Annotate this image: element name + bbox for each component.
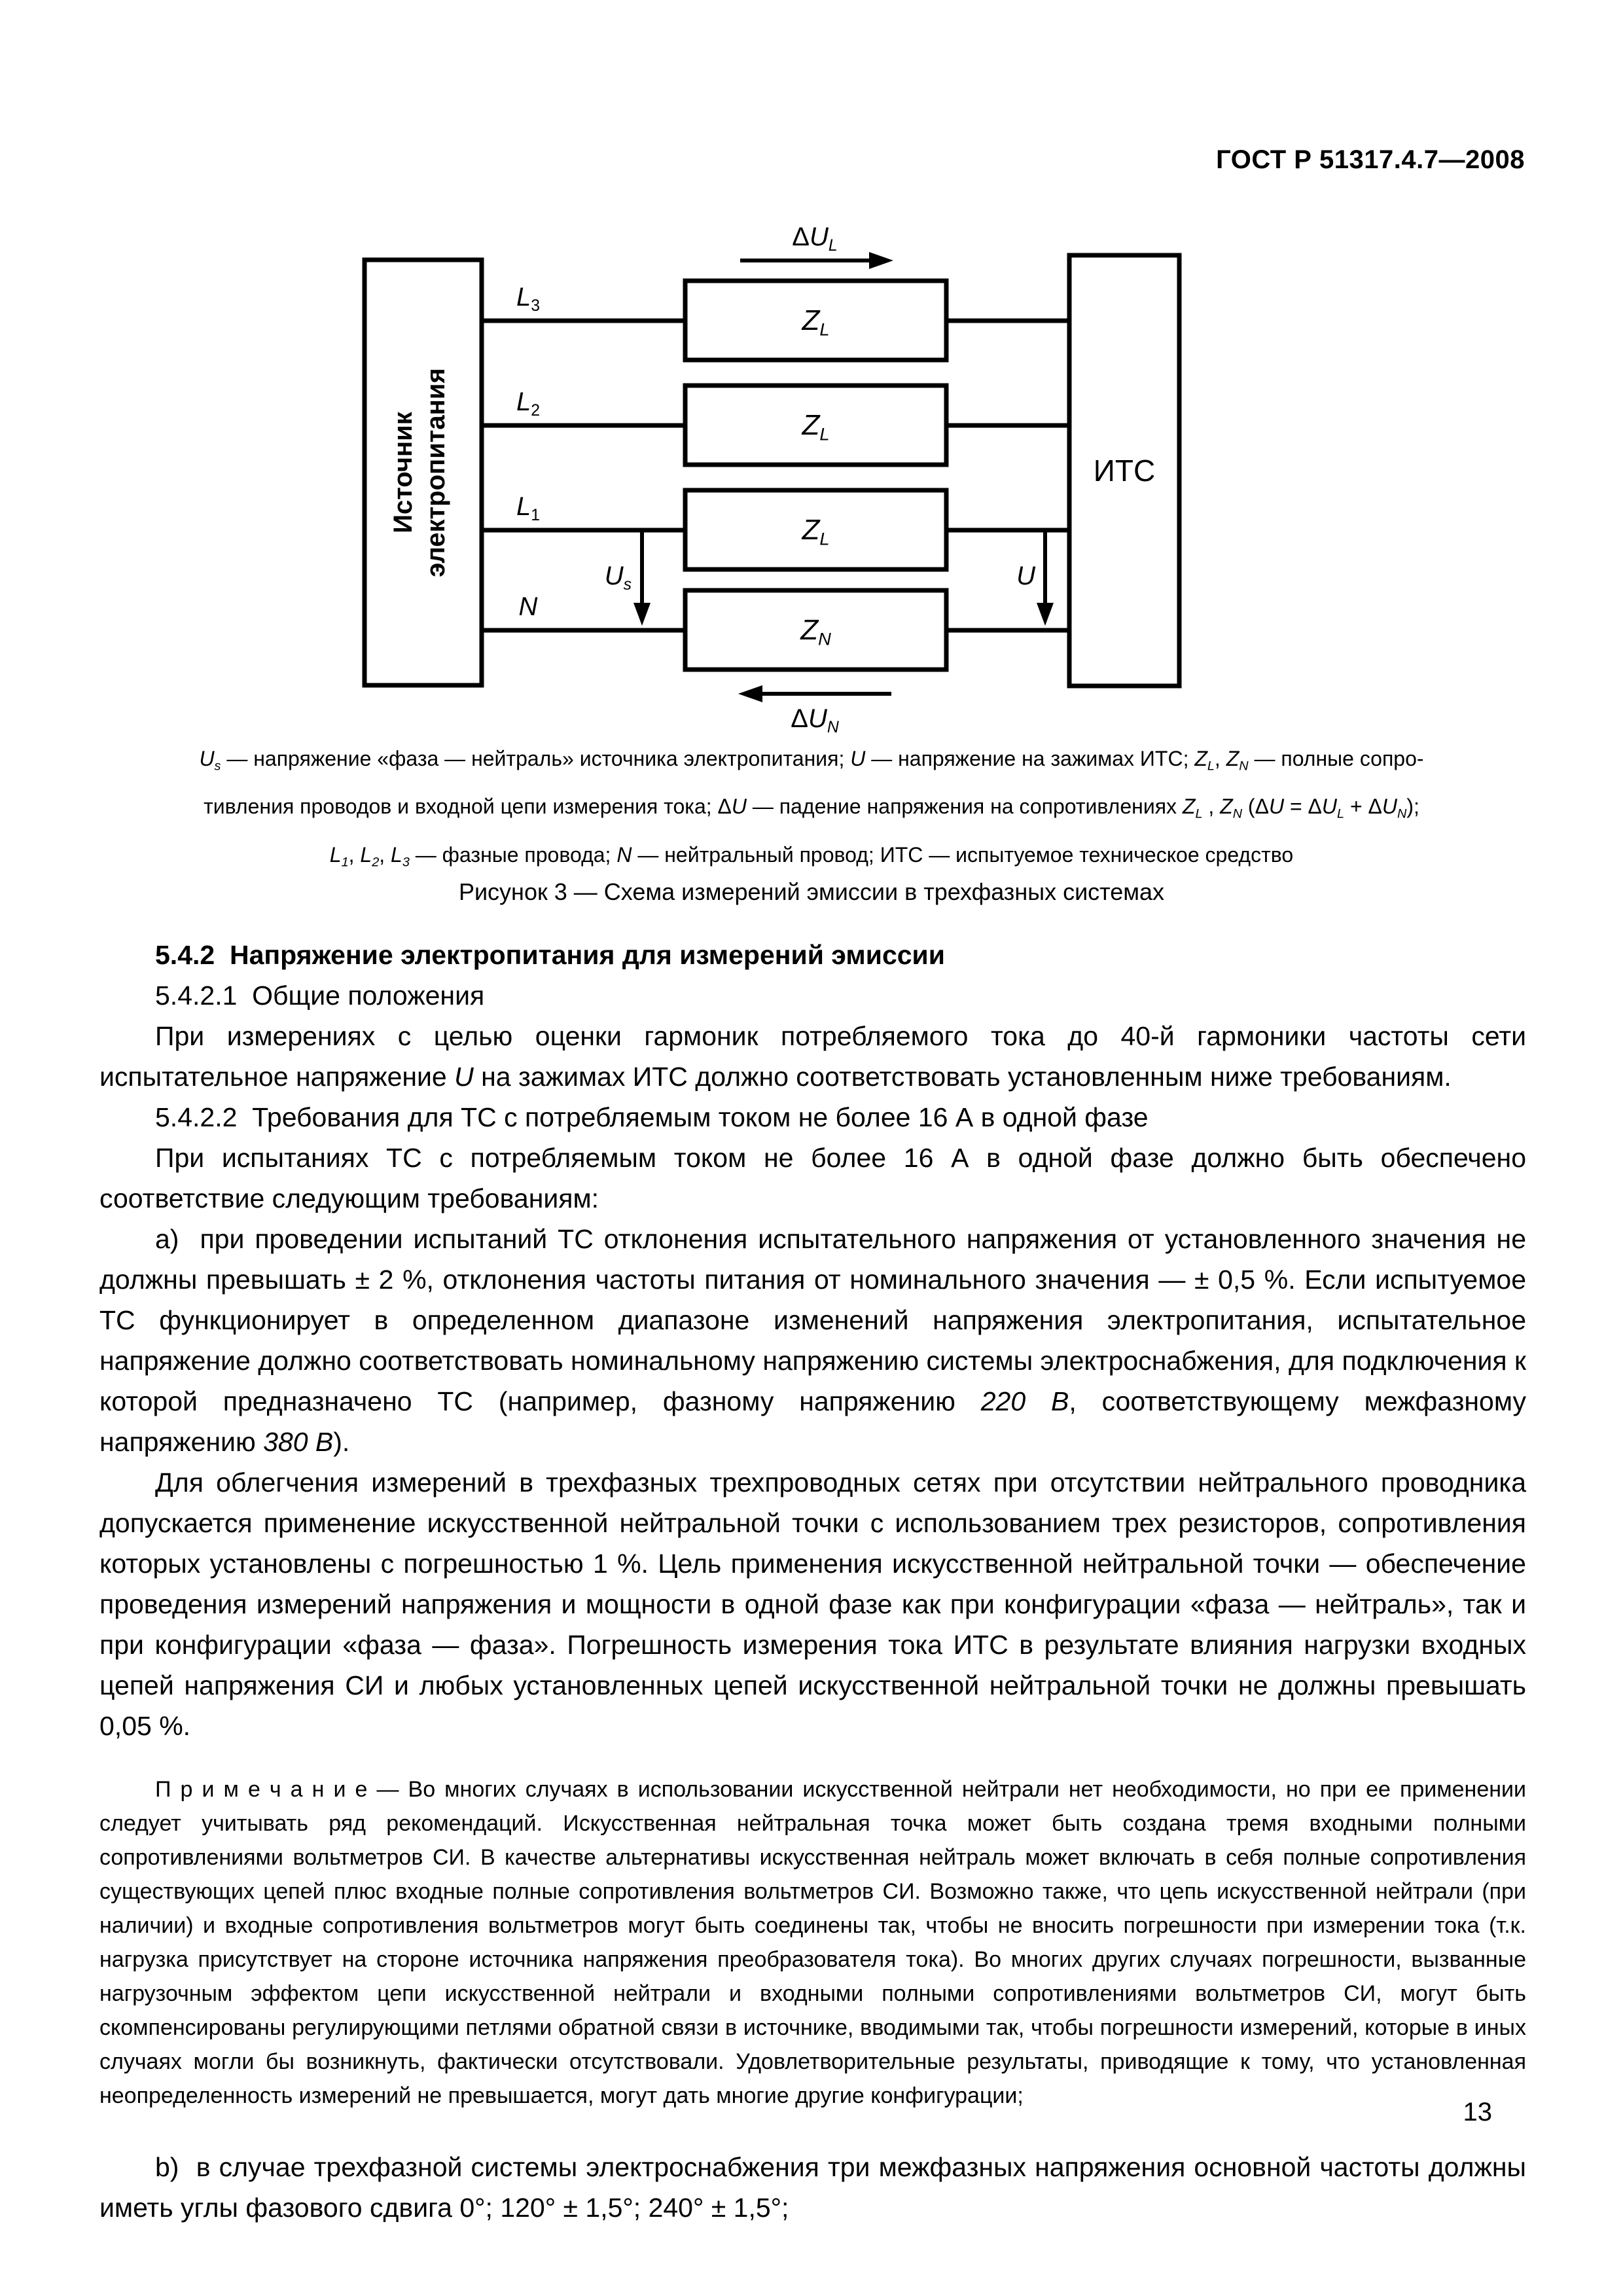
arrowhead-dun [738,685,762,702]
paragraph-artificial-neutral: Для облегчения измерений в трехфазных трехпроводных сетях при отсутствии нейтрального проводника допускается применение искусственной нейтральной точки с использованием трех резисторов, сопротивления которых установлены с погрешностью 1 %. Цель применения искусственной нейтральной точки — обеспечение проведения измерений напряжения и мощности в одной фазе как при конфигурации «фаза — нейтраль», так и при конфигурации «фаза — фаза». Погрешность измерения тока ИТС в результате влияния нагрузки входных цепей напряжения СИ и любых установленных цепей искусственной нейтральной точки не должны превышать 0,05 %. [99,1467,1526,1741]
source-voltage-label-us: Us [604,562,632,594]
main-text [99,935,1526,2228]
legend-line-2: тивления проводов и входной цепи измерения тока; ΔU — падение напряжения на сопротивлениях ZL , ZN (ΔU = ΔUL + ΔUN); [204,795,1419,821]
note-paragraph: П р и м е ч а н и е — Во многих случаях в использовании искусственной нейтрали нет необходимости, но при ее применении следует учитывать ряд рекомендаций. Искусственная нейтральная точка может быть создана тремя входными полными сопротивлениями вольтметров СИ. В качестве альтернативы искусственная нейтраль может включать в себя полные сопротивления существующих цепей плюс входные полные сопротивления вольтметров СИ. Возможно также, что цепь искусственной нейтрали (при наличии) и входные сопротивления вольтметров могут быть соединены так, чтобы не вносить погрешности при измерении тока (т.к. нагрузка присутствует на стороне источника напряжения преобразователя тока). Во многих других случаях погрешности, вызванные нагрузочным эффектом цепи искусственной нейтрали и входными полными сопротивлениями вольтметров СИ, могут быть скомпенсированы регулирующими петлями обратной связи в источнике, вводимыми так, чтобы погрешности измерений, которые в иных случаях могли бы возникнуть, фактически отсутствовали. Удовлетворительные результаты, приводящие к тому, что установленная неопределенность измерений не превышается, могут дать многие другие конфигурации; [99,1777,1526,2108]
paragraph-requirements-intro: При испытаниях ТС с потребляемым током не более 16 А в одной фазе должно быть обеспечено соответствие следующим требованиям: [99,1143,1526,1213]
wire-label-l3: L3 [516,283,541,315]
power-source-label-line1: Источник [389,412,418,533]
page-number: 13 [1463,2098,1492,2126]
impedance-label-zl1: ZL [802,514,830,549]
voltage-drop-label-dun: ΔUN [791,704,839,736]
wire-label-l2: L2 [516,387,541,420]
figure-legend [98,738,1525,882]
figure-caption: Рисунок 3 — Схема измерений эмиссии в трехфазных системах [458,878,1165,905]
heading-5-4-2-1: 5.4.2.1 Общие положения [155,980,485,1011]
paragraph-general-provisions: При измерениях с целью оценки гармоник потребляемого тока до 40-й гармоники частоты сети испытательное напряжение U на зажимах ИТС должно соответствовать установленным ниже требованиям. [99,1021,1526,1092]
arrowhead-us [633,603,651,626]
legend-line-3: L1, L2, L3 — фазные провода; N — нейтральный провод; ИТС — испытуемое техническое средство [329,842,1294,870]
wire-label-n: N [518,592,538,621]
arrowhead-u [1037,603,1054,626]
voltage-drop-label-dul: ΔUL [792,223,838,255]
impedance-label-zn: ZN [800,614,831,649]
legend-line-1: Us — напряжение «фаза — нейтраль» источника электропитания; U — напряжение на зажимах ИТС; ZL, ZN — полные сопро- [199,747,1424,774]
heading-5-4-2: 5.4.2 Напряжение электропитания для измерений эмиссии [155,940,945,970]
eut-label: ИТС [1093,454,1156,488]
doc-number: ГОСТ Р 51317.4.7—2008 [1216,145,1525,174]
list-item-a: a) при проведении испытаний ТС отклонения испытательного напряжения от установленного значения не должны превышать ± 2 %, отклонения частоты питания от номинального значения — ± 0,5 %. Если испытуемое ТС функционирует в определенном диапазоне изменений напряжения электропитания, испытательное напряжение должно соответствовать номинальному напряжению системы электроснабжения, для подключения к которой предназначено ТС (например, фазному напряжению 220 В, соответствующему межфазному напряжению 380 В). [99,1224,1526,1457]
power-source-label-line2: электропитания [421,368,450,577]
impedance-label-zl2: ZL [802,409,830,444]
eut-voltage-label-u: U [1016,562,1035,590]
list-item-b: b) в случае трехфазной системы электроснабжения три межфазных напряжения основной частоты должны иметь углы фазового сдвига 0°; 120° ± 1,5°; 240° ± 1,5°; [99,2152,1526,2223]
power-source-label [387,257,459,689]
heading-5-4-2-2: 5.4.2.2 Требования для ТС с потребляемым током не более 16 А в одной фазе [155,1102,1149,1132]
wire-label-l1: L1 [516,492,541,524]
impedance-label-zl3: ZL [802,304,830,340]
